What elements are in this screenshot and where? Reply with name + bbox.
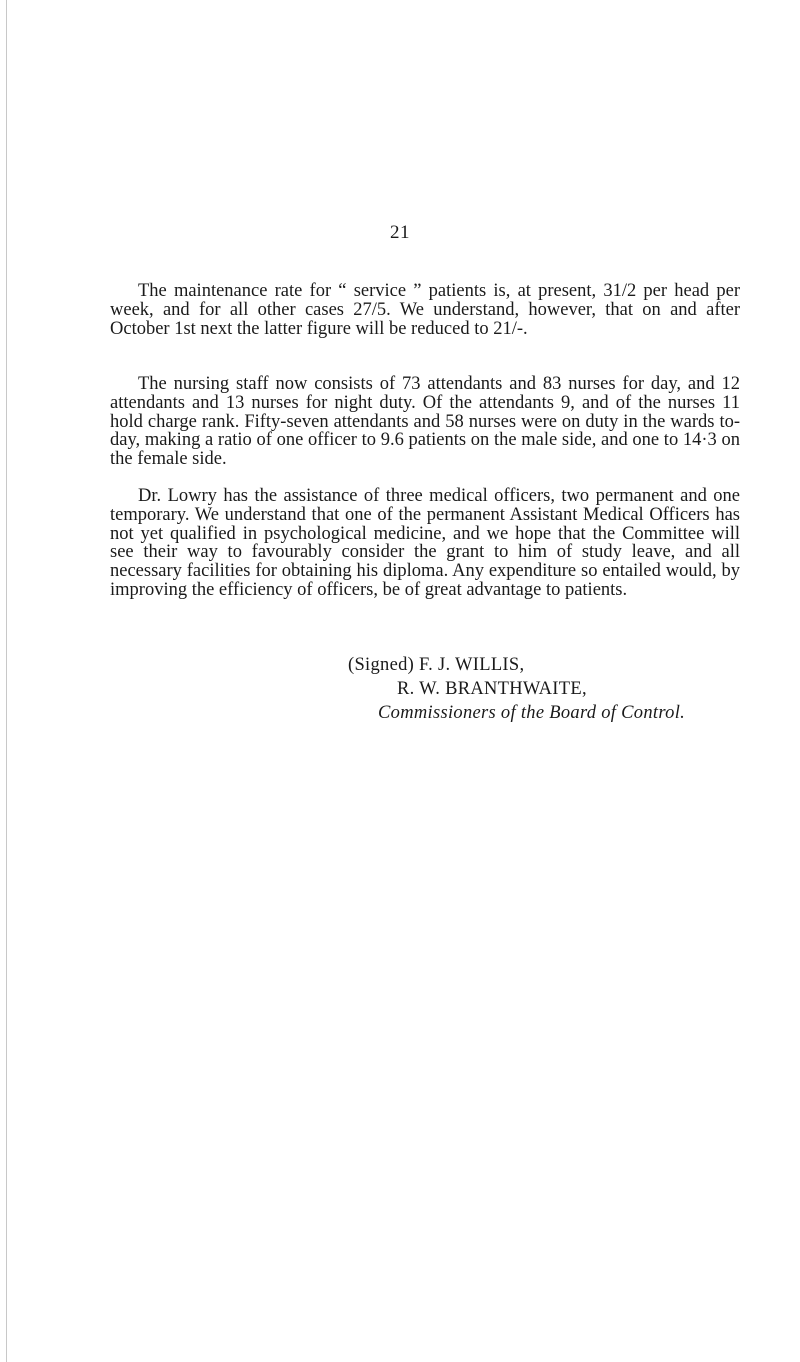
page-number: 21 xyxy=(390,222,410,243)
signature-line-branthwaite: R. W. BRANTHWAITE, xyxy=(397,679,587,699)
signature-title: Commissioners of the Board of Control. xyxy=(378,703,686,723)
paragraph-nursing-staff: The nursing staff now consists of 73 attendants and 83 nurses for day, and 12 attendants and 13 nurses for night duty. Of the attendants 9, and of the nurses 11 hold charge rank. Fifty-seven attendants and 58 nurses were on duty in the wards to-day, making a ratio of one officer to 9.6 patients on the male side, and one to 14·3 on the female side. xyxy=(110,374,740,470)
paragraph-maintenance-rate: The maintenance rate for “ service ” patients is, at present, 31/2 per head per week, and for all other cases 27/5. We understand, however, that on and after October 1st next the latter figure will be reduced to 21/-. xyxy=(110,281,740,339)
paragraph-medical-officers: Dr. Lowry has the assistance of three medical officers, two permanent and one temporary. We understand that one of the permanent Assistant Medical Officers has not yet qualified in psychological medicine, and we hope that the Committee will see their way to favourably consider the grant to him of study leave, and all necessary facilities for obtaining his diploma. Any expenditure so entailed would, by improving the efficiency of officers, be of great advantage to patients. xyxy=(110,486,740,600)
signature-line-willis: (Signed) F. J. WILLIS, xyxy=(348,655,525,675)
page-edge-rule xyxy=(6,0,7,1362)
